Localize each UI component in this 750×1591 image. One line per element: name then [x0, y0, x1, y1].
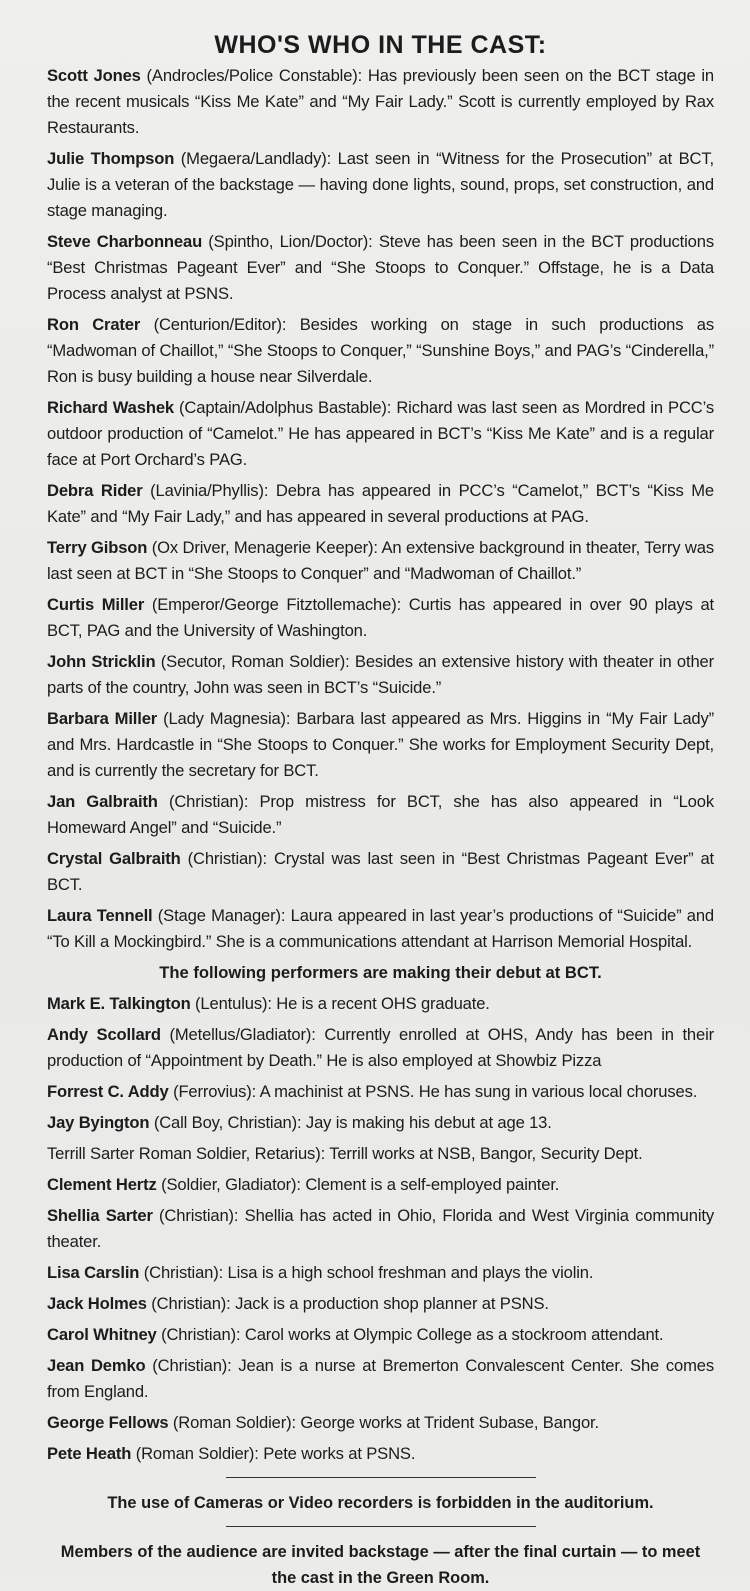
performer-bio: (Lavinia/Phyllis): Debra has appeared in PCC’s “Camelot,” BCT’s “Kiss Me Kate” and “My Fair Lady,” and has appeared in several productions at PAG. [47, 481, 714, 526]
performer-bio: (Stage Manager): Laura appeared in last year’s productions of “Suicide” and “To Kill a Mockingbird.” She is a communications attendant at Harrison Memorial Hospital. [47, 906, 715, 951]
performer-name: Forrest C. Addy [47, 1082, 169, 1101]
debut-heading: The following performers are making their debut at BCT. [159, 963, 602, 982]
performer-name: Jan Galbraith [47, 792, 158, 811]
performer-bio: (Secutor, Roman Soldier): Besides an extensive history with theater in other parts of the country, John was seen in BCT’s “Suicide.” [47, 652, 714, 697]
cameras-notice: The use of Cameras or Video recorders is forbidden in the auditorium. [107, 1494, 654, 1512]
divider-bottom [226, 1526, 536, 1527]
performer-name: Laura Tennell [47, 906, 153, 925]
performer-name: Julie Thompson [47, 149, 175, 168]
performer-name: Mark E. Talkington [47, 994, 191, 1013]
performer-bio: (Emperor/George Fitztollemache): Curtis has appeared in over 90 plays at BCT, PAG and the University of Washington. [47, 595, 714, 640]
performer-name: Ron Crater [47, 315, 141, 334]
cast-entry [47, 312, 714, 390]
performer-bio: (Christian): Jean is a nurse at Bremerton Convalescent Center. She comes from England. [47, 1356, 714, 1401]
performer-name: Clement Hertz [47, 1175, 157, 1194]
performer-name: Steve Charbonneau [47, 232, 203, 251]
performer-bio: (Christian): Lisa is a high school freshman and plays the violin. [139, 1263, 594, 1282]
performer-bio: (Call Boy, Christian): Jay is making his debut at age 13. [149, 1113, 552, 1132]
performer-name: Andy Scollard [47, 1025, 161, 1044]
cast-entry [47, 1172, 714, 1198]
performer-bio: Terrill Sarter Roman Soldier, Retarius): Terrill works at NSB, Bangor, Security Dept. [47, 1144, 643, 1163]
performer-name: Jay Byington [47, 1113, 150, 1132]
cast-entry [47, 229, 714, 307]
cast-entry [47, 846, 714, 898]
cast-entry [47, 706, 714, 784]
cast-entry [47, 903, 714, 955]
cast-entry [47, 146, 714, 224]
performer-bio: (Metellus/Gladiator): Currently enrolled at OHS, Andy has been in their production of “Appointment by Death.” He is also employed at Showbiz Pizza [47, 1025, 715, 1070]
performer-name: Barbara Miller [47, 709, 158, 728]
cast-entry [47, 789, 714, 841]
cast-entry [47, 1022, 714, 1074]
performer-bio: (Centurion/Editor): Besides working on stage in such productions as “Madwoman of Chaillot,” “She Stoops to Conquer,” “Sunshine Boys,” and PAG’s “Cinderella,” Ron is busy building a house near Silverdale. [47, 315, 715, 386]
performer-name: Richard Washek [47, 398, 174, 417]
performer-bio: (Christian): Shellia has acted in Ohio, Florida and West Virginia community theater. [47, 1206, 714, 1251]
backstage-notice: Members of the audience are invited backstage — after the final curtain — to meet the cast in the Green Room. [60, 1543, 701, 1587]
performer-name: Scott Jones [47, 66, 141, 85]
performer-name: John Stricklin [47, 652, 156, 671]
cast-entry [47, 1353, 714, 1405]
cast-entry [47, 991, 714, 1017]
cast-entry [47, 1203, 714, 1255]
performer-bio: (Christian): Prop mistress for BCT, she has also appeared in “Look Homeward Angel” and “Suicide.” [47, 792, 714, 837]
cast-list [47, 63, 714, 955]
cast-entry [47, 1322, 714, 1348]
cast-entry [47, 1291, 714, 1317]
performer-bio: (Androcles/Police Constable): Has previously been seen on the BCT stage in the recent musicals “Kiss Me Kate” and “My Fair Lady.” Scott is currently employed by Rax Restaurants. [47, 66, 714, 137]
performer-bio: (Lentulus): He is a recent OHS graduate. [190, 994, 490, 1013]
performer-bio: (Captain/Adolphus Bastable): Richard was last seen as Mordred in PCC’s outdoor production of “Camelot.” He has appeared in BCT’s “Kiss Me Kate” and is a regular face at Port Orchard’s PAG. [47, 398, 714, 469]
performer-bio: (Roman Soldier): Pete works at PSNS. [131, 1444, 416, 1463]
cast-entry [47, 478, 714, 530]
performer-bio: (Soldier, Gladiator): Clement is a self-employed painter. [156, 1175, 560, 1194]
cast-entry [47, 1110, 714, 1136]
divider-top [226, 1477, 536, 1478]
performer-name: Jean Demko [47, 1356, 146, 1375]
performer-bio: (Lady Magnesia): Barbara last appeared as Mrs. Higgins in “My Fair Lady” and Mrs. Hardcastle in “She Stoops to Conquer.” She works for Employment Security Dept, and is currently the secretary for BCT. [47, 709, 714, 780]
cast-entry [47, 1441, 714, 1467]
performer-bio: (Christian): Carol works at Olympic College as a stockroom attendant. [156, 1325, 664, 1344]
cast-entry [47, 63, 714, 141]
page-title: WHO'S WHO IN THE CAST: [214, 31, 547, 59]
performer-name: Shellia Sarter [47, 1206, 153, 1225]
performer-name: George Fellows [47, 1413, 169, 1432]
cast-entry [47, 1079, 714, 1105]
performer-bio: (Ox Driver, Menagerie Keeper): An extensive background in theater, Terry was last seen at BCT in “She Stoops to Conquer” and “Madwoman of Chaillot.” [47, 538, 714, 583]
cast-entry [47, 1260, 714, 1286]
performer-name: Pete Heath [47, 1444, 132, 1463]
performer-name: Curtis Miller [47, 595, 145, 614]
performer-bio: (Ferrovius): A machinist at PSNS. He has sung in various local choruses. [168, 1082, 698, 1101]
performer-name: Jack Holmes [47, 1294, 147, 1313]
debut-list [47, 991, 714, 1467]
performer-bio: (Spintho, Lion/Doctor): Steve has been seen in the BCT productions “Best Christmas Pageant Ever” and “She Stoops to Conquer.” Offstage, he is a Data Process analyst at PSNS. [47, 232, 714, 303]
performer-bio: (Megaera/Landlady): Last seen in “Witness for the Prosecution” at BCT, Julie is a veteran of the backstage — having done lights, sound, props, set construction, and stage managing. [47, 149, 714, 220]
cast-entry [47, 649, 714, 701]
performer-bio: (Christian): Jack is a production shop planner at PSNS. [146, 1294, 549, 1313]
cast-entry [47, 395, 714, 473]
cast-entry [47, 592, 714, 644]
performer-name: Terry Gibson [47, 538, 148, 557]
performer-name: Debra Rider [47, 481, 143, 500]
cast-entry [47, 1141, 714, 1167]
performer-name: Crystal Galbraith [47, 849, 181, 868]
performer-name: Carol Whitney [47, 1325, 157, 1344]
performer-bio: (Christian): Crystal was last seen in “Best Christmas Pageant Ever” at BCT. [47, 849, 714, 894]
cast-entry [47, 535, 714, 587]
performer-name: Lisa Carslin [47, 1263, 140, 1282]
performer-bio: (Roman Soldier): George works at Trident Subase, Bangor. [168, 1413, 599, 1432]
cast-entry [47, 1410, 714, 1436]
